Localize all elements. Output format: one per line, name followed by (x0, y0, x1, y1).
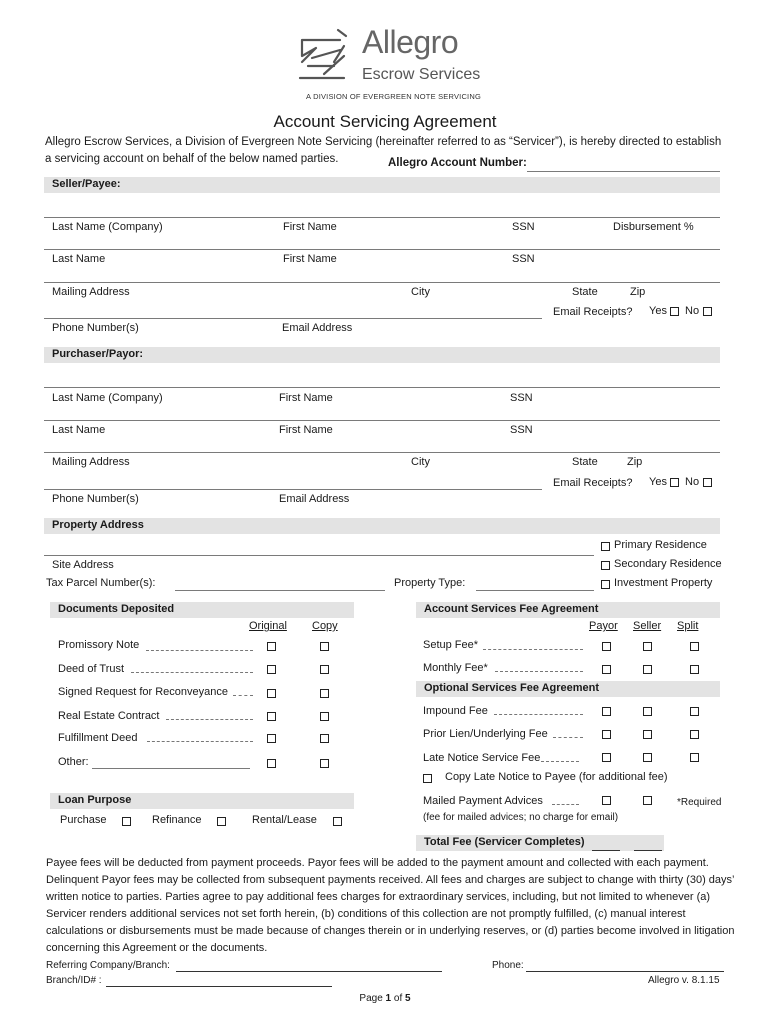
label: Promissory Note (58, 639, 140, 651)
late-notice-payor-checkbox[interactable] (602, 753, 611, 762)
referring-company-field[interactable] (176, 971, 442, 972)
label: First Name (279, 392, 333, 404)
deed-trust-copy-checkbox[interactable] (320, 665, 329, 674)
fulfillment-copy-checkbox[interactable] (320, 734, 329, 743)
label: SSN (512, 221, 535, 233)
documents-section-header: Documents Deposited (50, 602, 354, 618)
seller-section-header: Seller/Payee: (44, 177, 720, 193)
label: Rental/Lease (252, 814, 317, 826)
label: Copy Late Notice to Payee (for additional fee) (445, 771, 668, 783)
logo-subtitle: Escrow Services (362, 66, 481, 83)
leader (483, 649, 583, 650)
impound-seller-checkbox[interactable] (643, 707, 652, 716)
account-number-label: Allegro Account Number: (388, 157, 527, 169)
label: Signed Request for Reconveyance (58, 686, 228, 698)
label: Email Receipts? (553, 477, 633, 489)
label: Yes (649, 305, 667, 317)
prior-lien-seller-checkbox[interactable] (643, 730, 652, 739)
leader (495, 671, 583, 672)
label: Site Address (52, 559, 114, 571)
logo (294, 22, 484, 104)
refinance-checkbox[interactable] (217, 817, 226, 826)
total-fee-field-1[interactable] (592, 850, 620, 851)
rental-checkbox[interactable] (333, 817, 342, 826)
version-label: Allegro v. 8.1.15 (648, 975, 720, 986)
leader (552, 804, 579, 805)
page-total: 5 (405, 993, 411, 1004)
property-type-field[interactable] (476, 590, 594, 591)
label: SSN (510, 424, 533, 436)
terms-line: Payee fees will be deducted from payment proceeds. Payor fees will be added to the payment amount and collected with each payment. (46, 857, 709, 869)
label: Phone Number(s) (52, 322, 139, 334)
impound-split-checkbox[interactable] (690, 707, 699, 716)
label: Mailed Payment Advices (423, 795, 543, 807)
label: SSN (512, 253, 535, 265)
prior-lien-split-checkbox[interactable] (690, 730, 699, 739)
purchaser-name-field[interactable] (44, 387, 720, 388)
seller-name2-field[interactable] (44, 249, 720, 250)
monthly-split-checkbox[interactable] (690, 665, 699, 674)
page-title: Account Servicing Agreement (273, 112, 497, 131)
label: Setup Fee* (423, 639, 479, 651)
setup-split-checkbox[interactable] (690, 642, 699, 651)
label: Purchase (60, 814, 107, 826)
col-header-payor: Payor (589, 620, 618, 632)
account-number-field[interactable] (527, 171, 720, 172)
purchaser-address-field[interactable] (44, 452, 720, 453)
col-header-copy: Copy (312, 620, 338, 632)
leader (553, 737, 583, 738)
label: Last Name (52, 253, 106, 265)
page-number (0, 993, 770, 1004)
secondary-residence-checkbox[interactable] (601, 561, 610, 570)
label: No (685, 476, 700, 488)
fees-section-header: Account Services Fee Agreement (416, 602, 720, 618)
label: Real Estate Contract (58, 710, 160, 722)
copy-late-notice-checkbox[interactable] (423, 774, 432, 783)
total-fee-field-2[interactable] (634, 850, 662, 851)
label: State (572, 286, 598, 298)
optional-fees-header: Optional Services Fee Agreement (416, 681, 720, 697)
col-header-original: Original (249, 620, 287, 632)
page-current: 1 (385, 993, 392, 1004)
site-address-field[interactable] (44, 555, 594, 556)
label: Branch/ID# : (46, 975, 102, 986)
phone-field[interactable] (526, 971, 724, 972)
terms-line: written notice to parties. Parties agree to pay additional fees charges for extraordinary services, including, but not limited to whenever (a) (46, 891, 711, 903)
contract-original-checkbox[interactable] (267, 712, 276, 721)
promissory-copy-checkbox[interactable] (320, 642, 329, 651)
mailed-note: (fee for mailed advices; no charge for email) (423, 812, 619, 823)
seller-name-field[interactable] (44, 217, 720, 218)
logo-name: Allegro (362, 24, 459, 60)
label: City (411, 286, 430, 298)
label: Last Name (Company) (52, 221, 163, 233)
leader (233, 695, 253, 696)
col-header-split: Split (677, 620, 699, 632)
leader (494, 714, 583, 715)
label: Last Name (Company) (52, 392, 163, 404)
label: Tax Parcel Number(s): (46, 577, 156, 589)
prior-lien-payor-checkbox[interactable] (602, 730, 611, 739)
label: Mailing Address (52, 286, 130, 298)
other-original-checkbox[interactable] (267, 759, 276, 768)
total-fee-header: Total Fee (Servicer Completes) (416, 835, 664, 851)
label: Last Name (52, 424, 106, 436)
tax-parcel-field[interactable] (175, 590, 385, 591)
col-header-seller: Seller (633, 620, 662, 632)
allegro-logo-mark (294, 26, 354, 86)
label: Zip (630, 286, 646, 298)
monthly-payor-checkbox[interactable] (602, 665, 611, 674)
required-note: *Required (677, 797, 722, 808)
terms-line: Delinquent Payor fees may be collected from subsequent payments received. All fees and charges are subject to change with thirty (30) days’ (46, 874, 735, 886)
investment-property-checkbox[interactable] (601, 580, 610, 589)
label: Investment Property (614, 577, 713, 589)
label: Primary Residence (614, 539, 707, 551)
seller-phone-field[interactable] (44, 318, 542, 319)
seller-email-no-checkbox[interactable] (703, 307, 712, 316)
intro-line-2: a servicing account on behalf of the below named parties. (45, 153, 339, 165)
label: Yes (649, 476, 667, 488)
label: Mailing Address (52, 456, 130, 468)
impound-payor-checkbox[interactable] (602, 707, 611, 716)
label: No (685, 305, 700, 317)
page-of: of (393, 993, 403, 1004)
late-notice-split-checkbox[interactable] (690, 753, 699, 762)
label: First Name (283, 221, 337, 233)
label: Refinance (152, 814, 202, 826)
label: Phone: (492, 960, 524, 971)
label: State (572, 456, 598, 468)
label: Impound Fee (423, 705, 488, 717)
label: Fulfillment Deed (58, 732, 138, 744)
late-notice-seller-checkbox[interactable] (643, 753, 652, 762)
purchaser-email-yes-checkbox[interactable] (670, 478, 679, 487)
leader (147, 741, 253, 742)
label: Email Address (279, 493, 350, 505)
intro-line-1: Allegro Escrow Services, a Division of Evergreen Note Servicing (hereinafter referred to as “Servicer”), is hereby directed to establish (45, 136, 722, 148)
label: Email Address (282, 322, 353, 334)
label: Disbursement % (613, 221, 694, 233)
property-section-header: Property Address (44, 518, 720, 534)
seller-email-yes-checkbox[interactable] (670, 307, 679, 316)
label: Secondary Residence (614, 558, 722, 570)
branch-id-field[interactable] (106, 986, 332, 987)
terms-line: concerning this Agreement or the documents. (46, 942, 268, 954)
terms-paragraph (46, 855, 735, 957)
purchaser-name2-field[interactable] (44, 420, 720, 421)
purchaser-phone-field[interactable] (44, 489, 542, 490)
label: Property Type: (394, 577, 466, 589)
mailed-seller-checkbox[interactable] (643, 796, 652, 805)
reconveyance-copy-checkbox[interactable] (320, 689, 329, 698)
fulfillment-original-checkbox[interactable] (267, 734, 276, 743)
label: Zip (627, 456, 643, 468)
leader (166, 719, 253, 720)
loan-section-header: Loan Purpose (50, 793, 354, 809)
monthly-seller-checkbox[interactable] (643, 665, 652, 674)
reconveyance-original-checkbox[interactable] (267, 689, 276, 698)
leader (541, 761, 579, 762)
label: Deed of Trust (58, 663, 125, 675)
promissory-original-checkbox[interactable] (267, 642, 276, 651)
terms-line: Servicer renders additional services not set forth herein, (b) conditions of this collection are not promptly fulfilled, (c) manual interest (46, 908, 686, 920)
other-document-field[interactable] (92, 768, 250, 769)
label: Other: (58, 756, 89, 768)
label: Prior Lien/Underlying Fee (423, 728, 548, 740)
leader (131, 672, 253, 673)
purchase-checkbox[interactable] (122, 817, 131, 826)
logo-division: A DIVISION OF EVERGREEN NOTE SERVICING (306, 92, 481, 101)
setup-payor-checkbox[interactable] (602, 642, 611, 651)
terms-line: calculations or disbursements must be made because of changes therein or in underlying reserves, or (d) parties become involved in litigation (46, 925, 735, 937)
label: City (411, 456, 430, 468)
label: Monthly Fee* (423, 662, 488, 674)
primary-residence-checkbox[interactable] (601, 542, 610, 551)
other-copy-checkbox[interactable] (320, 759, 329, 768)
label: Email Receipts? (553, 306, 633, 318)
label: Phone Number(s) (52, 493, 139, 505)
deed-trust-original-checkbox[interactable] (267, 665, 276, 674)
mailed-payor-checkbox[interactable] (602, 796, 611, 805)
page-prefix: Page (359, 993, 383, 1004)
contract-copy-checkbox[interactable] (320, 712, 329, 721)
purchaser-email-no-checkbox[interactable] (703, 478, 712, 487)
label: Referring Company/Branch: (46, 960, 170, 971)
setup-seller-checkbox[interactable] (643, 642, 652, 651)
seller-address-field[interactable] (44, 282, 720, 283)
label: First Name (283, 253, 337, 265)
label: SSN (510, 392, 533, 404)
label: First Name (279, 424, 333, 436)
purchaser-section-header: Purchaser/Payor: (44, 347, 720, 363)
label: Late Notice Service Fee (423, 752, 541, 764)
leader (146, 650, 253, 651)
